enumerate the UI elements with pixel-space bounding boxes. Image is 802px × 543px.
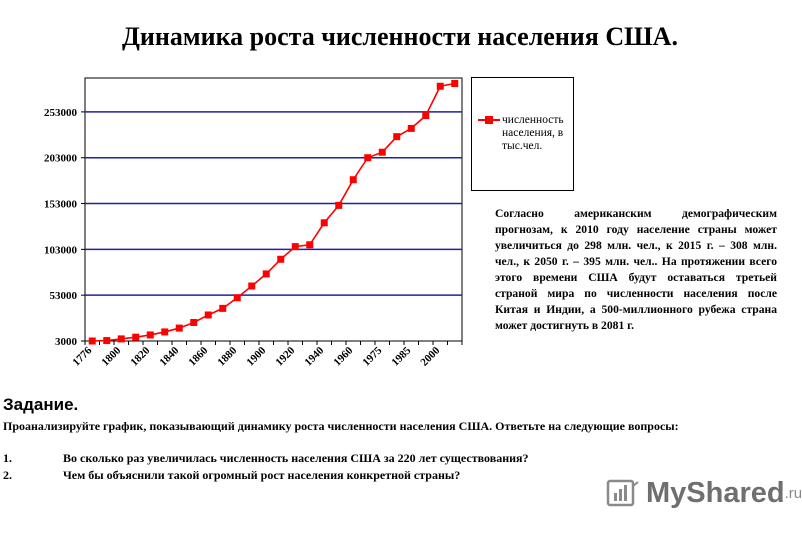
task-question bbox=[3, 450, 529, 467]
data-point bbox=[219, 305, 226, 312]
x-tick-label: 1940 bbox=[302, 344, 327, 369]
data-point bbox=[306, 241, 313, 248]
data-point bbox=[379, 149, 386, 156]
data-point bbox=[132, 334, 139, 341]
y-tick-label: 3000 bbox=[55, 336, 77, 348]
data-point bbox=[393, 133, 400, 140]
data-point bbox=[350, 176, 357, 183]
x-tick-label: 1920 bbox=[273, 344, 298, 369]
x-tick-label: 1800 bbox=[99, 344, 124, 369]
x-tick-label: 1985 bbox=[389, 344, 414, 369]
legend-series-label: численность населения, в тыс.чел. bbox=[502, 114, 564, 152]
chart-legend bbox=[471, 77, 574, 191]
x-tick-label: 1840 bbox=[157, 344, 182, 369]
data-point bbox=[190, 319, 197, 326]
task-question-text: Чем бы объяснили такой огромный рост населения конкретной страны? bbox=[63, 468, 461, 482]
page-title: Динамика роста численности населения США. bbox=[122, 22, 678, 51]
x-tick-label: 2000 bbox=[418, 344, 443, 369]
x-tick-label: 1820 bbox=[128, 344, 153, 369]
task-intro: Проанализируйте график, показывающий динамику роста численности населения США. Ответьте на следующие вопросы: bbox=[3, 419, 679, 433]
x-tick-label: 1900 bbox=[244, 344, 269, 369]
task-question-text: Во сколько раз увеличилась численность населения США за 220 лет существования? bbox=[63, 451, 529, 465]
watermark-suffix: .ru bbox=[784, 484, 802, 502]
data-point bbox=[335, 202, 342, 209]
myshared-watermark bbox=[606, 476, 802, 510]
x-tick-label: 1960 bbox=[331, 344, 356, 369]
data-point bbox=[451, 80, 458, 87]
y-tick-label: 153000 bbox=[44, 198, 77, 211]
forecast-note: Согласно американским демографическим прогнозам, к 2010 году население страны может увеличиться до 298 млн. чел., к 2015 г. – 308 млн. чел., к 2050 г. – 395 млн. чел.. На протяжении всего этого времени США будут оставаться третьей страной мира по численности населения после Китая и Индии, а 500-миллионного рубежа страна может достигнуть в 2081 г. bbox=[495, 207, 777, 332]
data-point bbox=[205, 311, 212, 318]
x-tick-label: 1776 bbox=[70, 344, 95, 369]
legend-series-marker bbox=[478, 114, 504, 126]
task-question bbox=[3, 467, 529, 484]
task-question-number: 2. bbox=[3, 468, 12, 482]
y-tick-label: 53000 bbox=[49, 290, 77, 303]
x-tick-label: 1880 bbox=[215, 344, 240, 369]
data-point bbox=[408, 125, 415, 132]
watermark-text: MyShared bbox=[646, 476, 785, 509]
y-tick-label: 203000 bbox=[44, 152, 77, 165]
data-point bbox=[422, 112, 429, 119]
task-question-number: 1. bbox=[3, 451, 12, 465]
data-point bbox=[147, 331, 154, 338]
y-tick-label: 103000 bbox=[44, 244, 77, 257]
plot-area bbox=[85, 78, 462, 341]
data-point bbox=[292, 243, 299, 250]
data-point bbox=[89, 338, 96, 345]
x-tick-label: 1975 bbox=[360, 344, 385, 369]
data-point bbox=[321, 219, 328, 226]
data-point bbox=[234, 294, 241, 301]
y-tick-label: 253000 bbox=[44, 106, 77, 119]
data-point bbox=[437, 83, 444, 90]
x-tick-label: 1860 bbox=[186, 344, 211, 369]
data-point bbox=[161, 328, 168, 335]
data-point bbox=[176, 325, 183, 332]
task-question-list bbox=[3, 450, 529, 484]
population-line-chart bbox=[0, 60, 470, 390]
data-point bbox=[277, 256, 284, 263]
data-point bbox=[118, 335, 125, 342]
task-heading: Задание. bbox=[3, 395, 79, 414]
data-point bbox=[364, 154, 371, 161]
data-point bbox=[263, 270, 270, 277]
data-point bbox=[248, 283, 255, 290]
presentation-logo-icon bbox=[606, 476, 640, 510]
data-point bbox=[103, 337, 110, 344]
